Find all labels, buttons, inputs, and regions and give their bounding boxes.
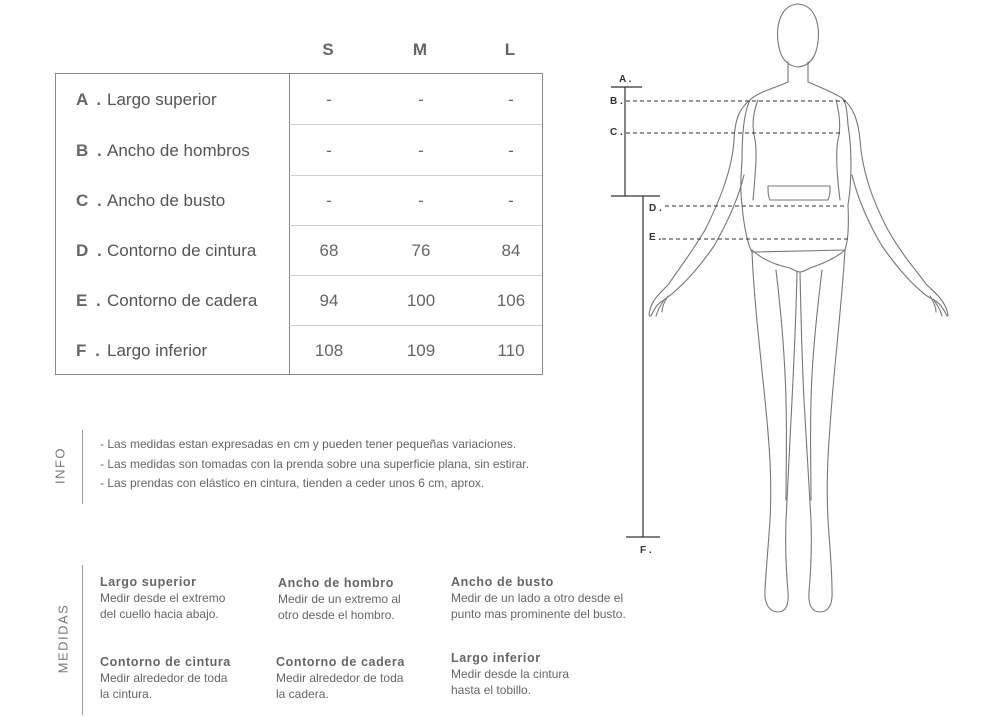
medida-desc: Medir de un extremo al [278, 592, 401, 606]
row-label-text: Contorno de cintura [107, 241, 257, 260]
cell-value-l: - [508, 191, 514, 210]
cell-value-m: - [418, 141, 424, 160]
size-header-s: S [322, 40, 334, 59]
row-label-text: Ancho de busto [107, 191, 226, 210]
medida-contorno-cadera [276, 654, 405, 702]
medida-largo-superior [100, 574, 225, 622]
medida-title: Ancho de hombro [278, 576, 394, 590]
row-letter: D . [76, 241, 104, 260]
marker-label-b: B . [610, 96, 623, 107]
row-letter: F . [76, 341, 102, 360]
marker-label-a: A . [619, 74, 632, 85]
info-divider [82, 430, 83, 504]
table-row [56, 175, 542, 226]
row-letter: A . [76, 90, 104, 109]
medida-desc: Medir alrededor de toda [276, 671, 404, 685]
medida-desc: punto mas prominente del busto. [451, 607, 626, 621]
info-line: - Las prendas con elástico en cintura, tienden a ceder unos 6 cm, aprox. [100, 476, 485, 490]
medida-title: Contorno de cintura [100, 655, 231, 669]
mannequin-right-leg [800, 250, 845, 612]
medida-title: Ancho de busto [451, 575, 554, 589]
medida-desc: Medir desde la cintura [451, 667, 570, 681]
cell-value-m: - [418, 191, 424, 210]
medida-desc: la cadera. [276, 687, 329, 701]
cell-value-l: 84 [501, 241, 521, 260]
cell-value-s: 68 [319, 241, 339, 260]
medida-contorno-cintura [100, 654, 231, 702]
medida-desc: Medir de un lado a otro desde el [451, 591, 624, 605]
row-label [76, 74, 217, 125]
row-label-text: Largo inferior [107, 341, 208, 360]
cell-value-m: 76 [411, 241, 431, 260]
row-label-text: Ancho de hombros [107, 141, 250, 160]
table-row [56, 275, 542, 326]
medida-desc: Medir desde el extremo [100, 591, 226, 605]
cell-value-l: - [508, 141, 514, 160]
row-letter: C . [76, 191, 104, 210]
medida-title: Largo superior [100, 575, 197, 589]
cell-value-s: - [326, 90, 332, 109]
cell-value-s: - [326, 141, 332, 160]
table-row [56, 225, 542, 276]
mannequin-right-arm [842, 98, 948, 316]
size-table [55, 73, 543, 375]
medida-desc: Medir alrededor de toda [100, 671, 228, 685]
cell-value-l: - [508, 90, 514, 109]
row-label-text: Largo superior [107, 90, 217, 109]
size-header-l: L [504, 40, 516, 59]
table-row [56, 74, 542, 125]
medida-desc: otro desde el hombro. [278, 608, 395, 622]
info-heading: INFO [52, 446, 68, 485]
marker-label-d: D . [649, 203, 662, 214]
cell-value-s: - [326, 191, 332, 210]
row-label [76, 325, 207, 376]
row-letter: B . [76, 141, 104, 160]
row-label [76, 125, 250, 176]
cell-value-l: 106 [496, 291, 526, 310]
cell-value-m: 100 [406, 291, 436, 310]
table-row [56, 125, 542, 176]
mannequin-left-leg-inner [776, 270, 786, 500]
row-label [76, 275, 257, 326]
medida-ancho-hombro [278, 575, 401, 623]
cell-value-l: 110 [497, 341, 525, 360]
mannequin-left-hand [656, 296, 668, 316]
row-label [76, 175, 225, 226]
size-header-m: M [412, 40, 428, 59]
medida-largo-inferior [451, 650, 569, 698]
mannequin-left-arm [649, 100, 750, 316]
medidas-heading: MEDIDAS [55, 603, 71, 674]
marker-label-f: F . [640, 545, 652, 556]
medida-title: Contorno de cadera [276, 655, 405, 669]
medidas-divider [82, 565, 83, 715]
mannequin-waistband [768, 186, 830, 200]
row-label [76, 225, 256, 276]
medida-title: Largo inferior [451, 651, 541, 665]
marker-label-e: E . [649, 232, 662, 243]
mannequin-figure [600, 0, 999, 717]
cell-value-s: 108 [314, 341, 344, 360]
row-label-text: Contorno de cadera [107, 291, 258, 310]
mannequin-torso [741, 82, 851, 252]
cell-value-m: - [418, 90, 424, 109]
marker-label-c: C . [610, 127, 623, 138]
info-line: - Las medidas son tomadas con la prenda sobre una superficie plana, sin estirar. [100, 457, 529, 471]
mannequin-armhole [836, 100, 840, 200]
mannequin-armhole [753, 100, 758, 200]
info-line: - Las medidas estan expresadas en cm y pueden tener pequeñas variaciones. [100, 437, 517, 451]
medida-desc: hasta el tobillo. [451, 683, 532, 697]
mannequin-right-leg-inner [811, 270, 822, 500]
cell-value-m: 109 [406, 341, 436, 360]
cell-value-s: 94 [319, 291, 339, 310]
medida-desc: la cintura. [100, 687, 153, 701]
mannequin-brief [752, 250, 845, 272]
table-row [56, 325, 542, 376]
mannequin-left-leg [752, 252, 797, 612]
mannequin-head [778, 4, 819, 67]
row-letter: E . [76, 291, 103, 310]
medida-desc: del cuello hacia abajo. [100, 607, 219, 621]
